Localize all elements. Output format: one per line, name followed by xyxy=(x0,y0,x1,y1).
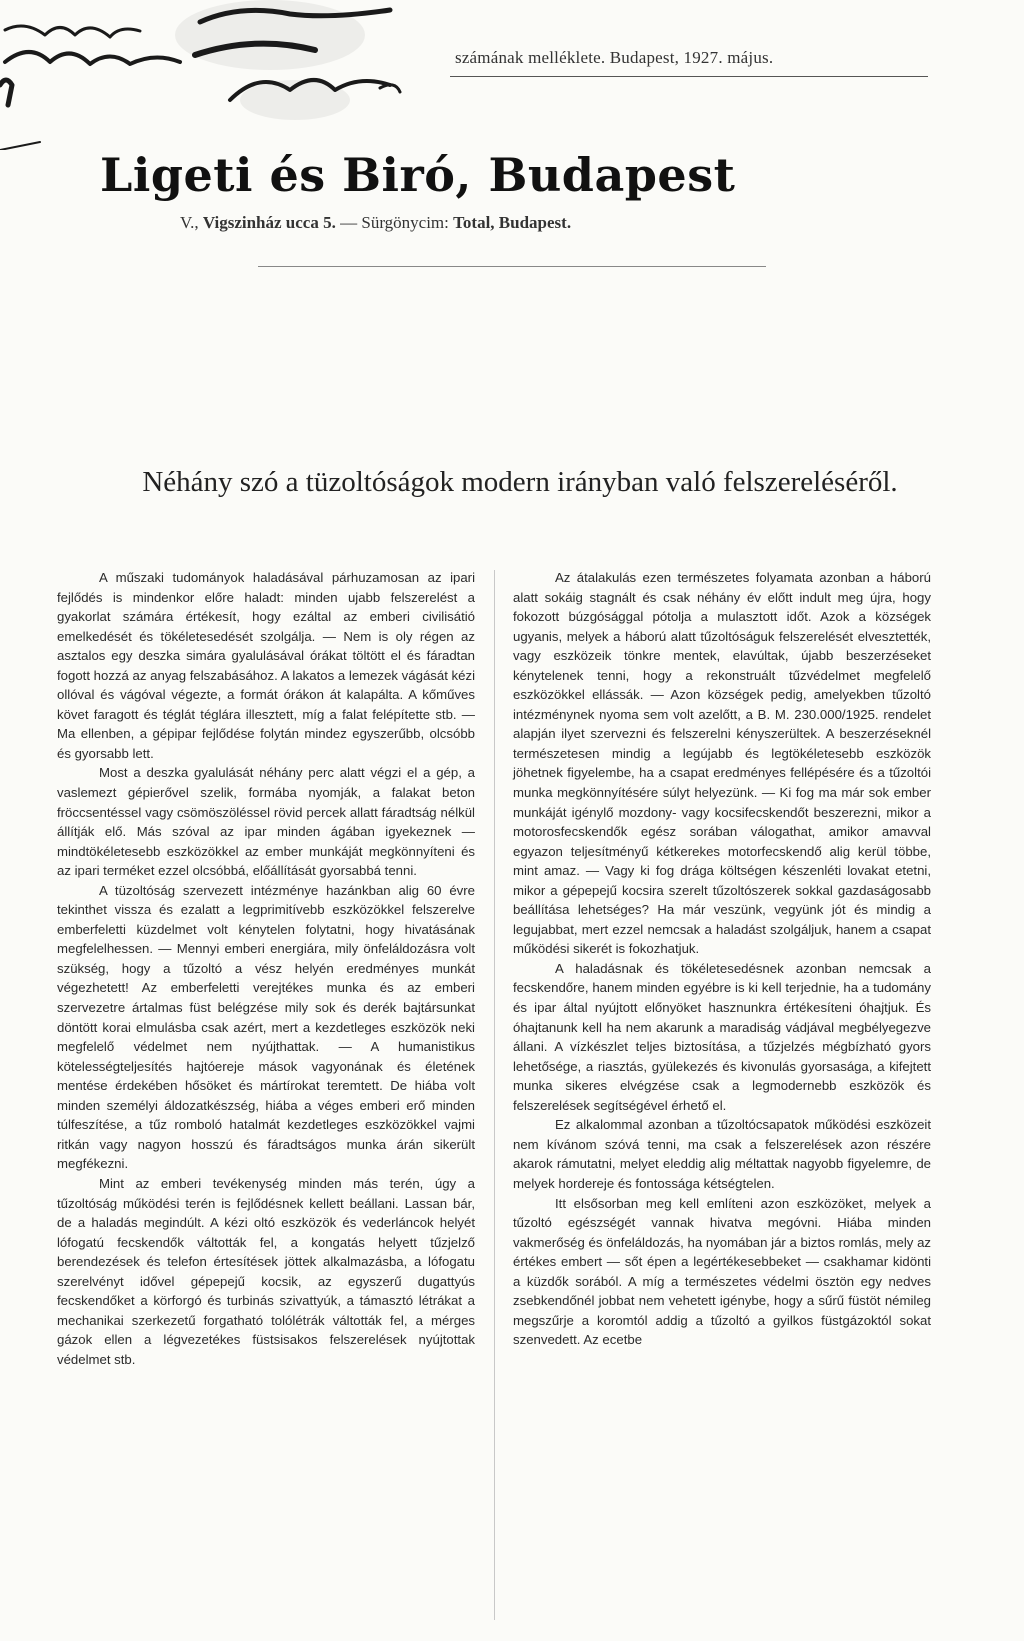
article-left-column xyxy=(57,568,475,1369)
address-separator: — Sürgönycim: xyxy=(335,213,454,232)
paragraph: Az átalakulás ezen természetes folyamata azonban a háború alatt sokáig stagnált és csak néhány év előtt indult meg újra, hogy fokozott búzgósággal pótolja a mulasztott időt. Azok a községek ugyanis, melyek a háború alatt tűzoltóságuk felszerelését elvesztették, vagy eszközeik tönkre mentek, elavúltak, újabb beszerzéseket kénytelenek tenni, hogy a rekonstruált tűzvédelmet megfelelő eszközökkel ellássák. — Azon községek pedig, amelyekben tűzoltó intézménynek nyoma sem volt azelőtt, a B. M. 230.000/1925. rendelet alapján ilyet szervezni és felszerelni kényszerültek. A beszerzéseknél természetesen mindig a legújabb és legtökéletesebb eszközök jöhetnek figyelembe, ha a csapat eredményes fellépésére és a tűzoltói munka megkönnyítésére súlyt helyezünk. — Ki fog ma már sok ember munkáját igénylő mozdony- vagy kocsifecskendőt beszerezni, mikor a motorosfecskendők egész sorában válogathat, amikor amavval egyazon teljesítményű kétkerekes motorfecskendő alig kerül többe, mint amaz. — Vagy ki fog drága költségen készenléti lovakat etetni, mikor a gépерejű kocsira szerelt tűzoltószerek sokkal gazdaságosabb beállítása lehetséges? Ha már veszünk, vegyünk jót és mindig a legujabbat, mert ezzel nemcsak a haladást szolgáljuk, hanem a csapat működési sikerét is fokozhatjuk. xyxy=(513,570,931,957)
paragraph: Ez alkalommal azonban a tűzoltócsapatok működési eszközeit nem kívánom szóvá tenni, ma csak a felszerelések azon részére akarok rámutatni, melyet eleddig alig méltattak nagyobb figyelemre, de melyek hordereje és fontossága kétségtelen. xyxy=(513,1117,931,1191)
article-right-column xyxy=(513,568,931,1350)
advert-address xyxy=(180,213,880,233)
paragraph: Itt elsősorban meg kell említeni azon eszközöket, melyek a tűzoltó egészségét vannak hivatva megóvni. Hiába minden vakmerőség és önfeláldozás, ha nyomában jár a biztos romlás, mely az értékes embert — sőt épen a legértékesebbeket — csakhamar kidönti a küzdők sorából. A míg a természetes védelmi ösztön egy nedves zsebkendőnél jobbat nem vehetett igénybe, hogy a sűrű füstöt némileg megszűrje a koromtól addig a tűzoltó a gyilkos füstgázoktól sokat szenvedett. Az ecetbe xyxy=(513,1195,931,1348)
address-prefix: V., xyxy=(180,213,203,232)
address-telegram: Total, Budapest. xyxy=(453,213,572,232)
handwritten-annotation xyxy=(0,0,470,150)
header-rule xyxy=(450,76,928,77)
paragraph: A tüzoltóság szervezett intézménye hazánkban alig 60 évre tekinthet vissza és ezalatt a legprimitívebb eszközökkel felszerelve emberfeletti küzdelmet volt kénytelen folytatni, hogy hivatásának megfelelhessen. — Mennyi emberi energiára, mily önfeláldozásra volt szükség, hogy a tűzoltó a vész helyén eredményes munkát végezhetett! Az emberfeletti verejtékes munka és az emberi szervezetre ártalmas füst belégzése mily sok és derék bajtársunkat döntött korai elmulásba csak azért, mert a kezdetleges eszközök neki megfelelő védelmet nem nyújthattak. — A humanistikus kötelességteljesítés hajtóereje mások vagyonának és életének mentése érdekében hősöket és mártírokat teremtett. De hiába volt minden személyi áldozatkészség, hiába a véges emberi erő minden túlfeszítése, a tűz romboló hatalmát kezdetleges eszközökkel vajmi ritkán vagy nagyon hosszú és fáradtságos munka árán sikerült megfékezni. xyxy=(57,882,475,1172)
address-rule xyxy=(258,266,766,267)
handwriting-scribble-icon xyxy=(0,0,470,150)
paragraph: A műszaki tudományok haladásával párhuzamosan az ipari fejlődés is mindenkor előre haladt: minden ujabb felszerelést a gyakorlat számára értékesít, hogy ezáltal az emberi civilisátió emelkedését és tökéletesedését szolgálja. — Nem is oly régen az asztalos egy deszka simára gyalulásával órákat töltött el és fáradtan fogott hozzá az anyag felszabásához. A lakatos a lemezek vágását kézi ollóval és vágóval végezte, a formát órákon át kalapálta. A kőműves követ faragott és téglát téglára illesztett, míg a falat felépítette stb. — Ma ellenben, a gépipar fejlődése folytán mindez egyszerűbb, olcsóbb és gyorsabb lett. xyxy=(57,570,475,761)
column-divider xyxy=(494,570,495,1620)
article-title: Néhány szó a tüzoltóságok modern irányban való felszereléséről. xyxy=(142,466,898,498)
paragraph: A haladásnak és tökéletesedésnek azonban nemcsak a fecskendőre, hanem minden egyébre is ki kell terjednie, ha a tudomány és ipar által nyújtott előnyöket hasznunkra értékesíteni óhajtjuk. És óhajtanunk kell ha nem akarunk a maradiság vádjával megbélyegezve állani. A vízkészlet teljes biztosítása, a tűzjelzés mégbízható gyors lehetősége, a riasztás, gyülekezés és kivonulás gyorsasága, a kifejtett munka sikeres elvégzése csak a legmodernebb eszközök és felszerelések segítségével érhető el. xyxy=(513,960,931,1113)
paragraph: Most a deszka gyalulását néhány perc alatt végzi el a gép, a vaslemezt gépierővel szelik, formába nyomják, a falakat beton fröccsentéssel vagy csömöszöléssel rövid percek allatt fáradtság nélkül állítják elő. Más szóval az ipar minden ágában igyekeznek — mindtökéletesebb eszközökkel az ember munkáját megkönnyíteni és az ipari terméket ezzel olcsóbbá, előállítását gyorsabbá tenni. xyxy=(57,765,475,879)
supplement-line: számának melléklete. Budapest, 1927. május. xyxy=(455,48,774,67)
advert-company-name: Ligeti és Biró, Budapest xyxy=(100,148,736,202)
address-street: Vigszinház ucca 5. xyxy=(202,213,336,232)
paragraph: Mint az emberi tevékenység minden más terén, úgy a tűzoltóság működési terén is fejlődésnek kellett beállani. Lassan bár, de a haladás megindúlt. A kézi oltó eszközök és vederláncok helyét lófogatú fecskendők váltották fel, a kongatás helyett tűzjelző berendezések és telefon értesítések jöttek alkalmazásba, a lófogatu szerelvényt idővel gépерejű kocsik, az egyszerű dugattyús fecskendőket a körforgó és turbinás szivattyúk, a támasztó létrákat a mechanikai szerkezetű forgatható tolólétrák váltották fel, a mérges gázok ellen a légvezetékes füstsisakos felszerelések nyújtottak védelmet stb. xyxy=(57,1175,475,1367)
